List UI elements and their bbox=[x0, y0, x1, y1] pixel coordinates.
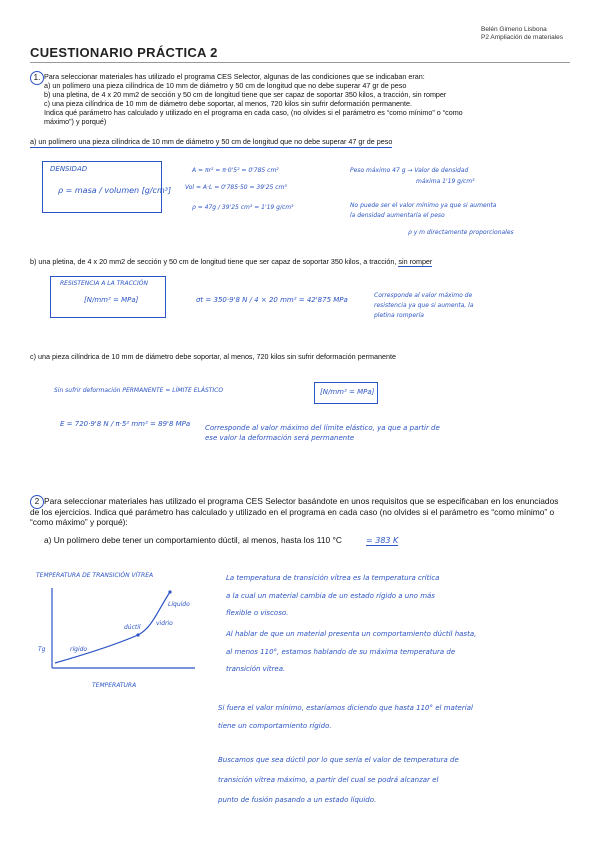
q1b-statement bbox=[30, 258, 432, 267]
q1a-note: Peso máximo 47 g → Valor de densidad bbox=[350, 167, 469, 174]
explanation-line: Buscamos que sea dúctil por lo que sería el valor de temperatura de bbox=[218, 756, 459, 764]
explanation-line: punto de fusión pasando a un estado líquido. bbox=[218, 796, 377, 804]
graph-point bbox=[136, 633, 139, 636]
graph-label: vidrio bbox=[156, 620, 173, 627]
explanation-line: tiene un comportamiento rígido. bbox=[218, 722, 332, 730]
q2a-answer: = 383 K bbox=[366, 536, 399, 545]
graph-xlabel: TEMPERATURA bbox=[92, 682, 137, 689]
title-divider bbox=[30, 62, 570, 63]
author-name: Belén Gimeno Lisbona bbox=[481, 26, 547, 33]
tensile-unit: [N/mm² = MPa] bbox=[84, 296, 139, 304]
q1-line: máximo”) y porqué) bbox=[44, 117, 107, 126]
graph-label: Líquido bbox=[168, 601, 190, 608]
tensile-title: RESISTENCIA A LA TRACCIÓN bbox=[60, 280, 148, 287]
q1-line: b) una pletina, de 4 x 20 mm2 de sección y 50 cm de longitud tiene que ser capaz de soportar 350 kilos, a tracción, sin romper bbox=[44, 90, 447, 99]
elastic-unit: [N/mm² = MPa] bbox=[320, 388, 375, 396]
explanation-line: Al hablar de que un material presenta un comportamiento dúctil hasta, bbox=[226, 630, 477, 638]
explanation-line: al menos 110°, estamos hablando de su máxima temperatura de bbox=[226, 648, 456, 656]
q1b-note: resistencia ya que si aumenta, la bbox=[374, 302, 474, 309]
tensile-calc: σt = 350·9'8 N / 4 × 20 mm² = 42'875 MPa bbox=[196, 296, 348, 304]
graph-ylabel: Tg bbox=[38, 646, 46, 653]
graph-label: rígido bbox=[70, 646, 88, 653]
explanation-line: La temperatura de transición vítrea es la temperatura crítica bbox=[226, 574, 440, 582]
explanation-line: a la cual un material cambia de un estado rígido a uno más bbox=[226, 592, 435, 600]
tg-graph bbox=[30, 580, 205, 690]
density-title: DENSIDAD bbox=[50, 165, 88, 173]
q1b-note: Corresponde al valor máximo de bbox=[374, 292, 473, 299]
q2a-statement: a) Un polímero debe tener un comportamiento dúctil, al menos, hasta los 110 °C bbox=[44, 535, 342, 545]
area-calc: A = πr² = π·0'5² = 0'785 cm² bbox=[192, 167, 279, 174]
q1c-statement: c) una pieza cilíndrica de 10 mm de diámetro debe soportar, al menos, 720 kilos sin sufrir deformación permanente bbox=[30, 352, 396, 361]
q1a-note: ρ y m directamente proporcionales bbox=[408, 229, 514, 236]
graph-title: TEMPERATURA DE TRANSICIÓN VÍTREA bbox=[36, 572, 154, 579]
graph-point bbox=[168, 590, 171, 593]
explanation-line: Si fuera el valor mínimo, estaríamos diciendo que hasta 110° el material bbox=[218, 704, 473, 712]
q2-text: Para seleccionar materiales has utilizado el programa CES Selector basándote en unos requisitos que se especificaban en los enunciados de los ejercicios. Indica qué parámetro has calculado y utilizado en el programa en cada caso (no olvides si el parámetro es “como mínimo” o “como máximo” y porqué): bbox=[30, 496, 559, 527]
course-name: P2 Ampliación de materiales bbox=[481, 34, 564, 41]
q1a-note: máxima 1'19 g/cm³ bbox=[416, 178, 475, 185]
elastic-limit-line: Sin sufrir deformación PERMANENTE = LÍMITE ELÁSTICO bbox=[54, 387, 224, 394]
q1b-statement-underline: sin romper bbox=[398, 257, 433, 266]
explanation-line: transición vítrea máximo, a partir del cual se podrá alcanzar el bbox=[218, 776, 439, 784]
graph-label: dúctil bbox=[124, 624, 141, 631]
volume-calc: Vol = A·L = 0'785·50 = 39'25 cm³ bbox=[185, 184, 287, 191]
q1a-note: No puede ser el valor mínimo ya que si aumenta bbox=[350, 202, 497, 209]
q1-line: Para seleccionar materiales has utilizado el programa CES Selector, algunas de las condiciones que se indicaban eran: bbox=[44, 72, 425, 81]
q1c-note: ese valor la deformación será permanente bbox=[205, 434, 355, 442]
q1c-note: Corresponde al valor máximo del límite elástico, ya que a partir de bbox=[205, 424, 440, 432]
q1-line: Indica qué parámetro has calculado y utilizado en el programa en cada caso, (no olvides si el parámetro es “como mínimo” o “como bbox=[44, 108, 463, 117]
elastic-calc: E = 720·9'8 N / π·5² mm² = 89'8 MPa bbox=[60, 420, 191, 428]
q1-line: a) un polímero una pieza cilíndrica de 10 mm de diámetro y 50 cm de longitud que no debe superar 47 gr de peso bbox=[44, 81, 407, 90]
q1a-note: la densidad aumentaría el peso bbox=[350, 212, 445, 219]
question-1-number: 1. bbox=[30, 71, 44, 85]
explanation-line: transición vítrea. bbox=[226, 665, 286, 673]
q1-line: c) una pieza cilíndrica de 10 mm de diámetro debe soportar, al menos, 720 kilos sin sufrir deformación permanente. bbox=[44, 99, 412, 108]
q1a-statement: a) un polímero una pieza cilíndrica de 10 mm de diámetro y 50 cm de longitud que no debe superar 47 gr de peso bbox=[30, 137, 393, 146]
density-formula: ρ = masa / volumen [g/cm³] bbox=[58, 186, 172, 195]
question-2-number: 2 bbox=[30, 495, 44, 509]
q1b-statement-text: b) una pletina, de 4 x 20 mm2 de sección y 50 cm de longitud tiene que ser capaz de soportar 350 kilos, a tracción, bbox=[30, 257, 399, 266]
explanation-line: flexible o viscoso. bbox=[226, 609, 289, 617]
q1b-note: pletina rompería bbox=[374, 312, 424, 319]
density-calc: ρ = 47g / 39'25 cm³ = 1'19 g/cm³ bbox=[192, 204, 294, 211]
page-title: CUESTIONARIO PRÁCTICA 2 bbox=[30, 45, 218, 60]
